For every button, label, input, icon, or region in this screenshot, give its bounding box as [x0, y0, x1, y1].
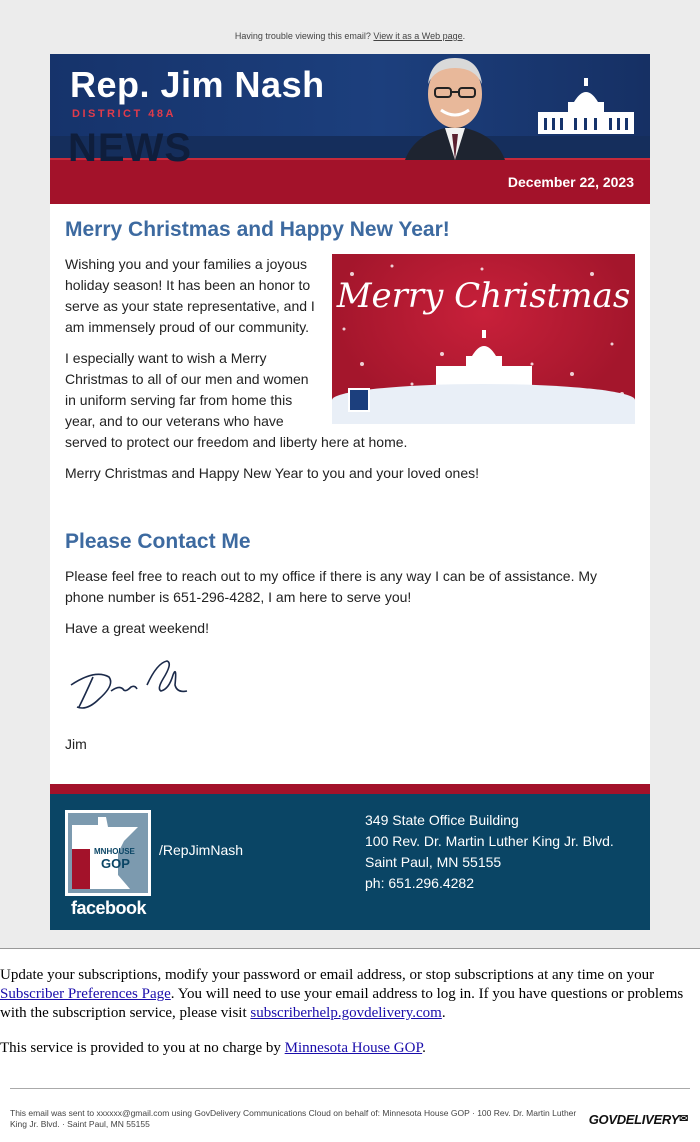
body-paragraph-1: Wishing you and your families a joyous holiday season! It has been an honor to serve as your state representative, and I am immensely proud of our community.	[65, 256, 315, 335]
subscription-text-1: Update your subscriptions, modify your password or email address, or stop subscriptions at any time on your	[0, 967, 655, 983]
envelope-icon: ✉	[679, 1113, 688, 1125]
section-divider	[0, 948, 700, 949]
govdelivery-logo[interactable]	[589, 1112, 688, 1127]
newsletter-date: December 22, 2023	[507, 174, 634, 190]
address-line: 100 Rev. Dr. Martin Luther King Jr. Blvd.	[365, 833, 614, 849]
phone-line: ph: 651.296.4282	[365, 875, 474, 891]
subscription-text-3: .	[441, 1005, 446, 1021]
newsletter-card	[50, 54, 650, 930]
trouble-text: Having trouble viewing this email?	[234, 31, 371, 41]
trouble-period: .	[462, 31, 466, 41]
representative-photo	[395, 54, 515, 160]
govdelivery-text: GOVDELIVERY	[588, 1112, 680, 1127]
newsletter-footer	[50, 784, 650, 930]
merry-christmas-image	[332, 254, 635, 424]
address-line: 349 State Office Building	[365, 812, 519, 828]
contact-paragraph: Please feel free to reach out to my office if there is any way I can be of assistance. My phone number is 651-296-4282, I am here to serve you!	[65, 568, 598, 605]
minnesota-map-icon	[68, 813, 148, 893]
mnhouse-text: MNHOUSE	[94, 847, 135, 856]
subscription-text-2: . You will need to use your email address to log in. If you have questions or problems with the subscription service, please visit	[0, 986, 684, 1021]
snow-floor	[332, 384, 635, 424]
newsletter-banner	[50, 54, 650, 204]
christmas-heading: Merry Christmas and Happy New Year!	[65, 218, 450, 241]
contact-heading: Please Contact Me	[65, 530, 251, 553]
office-address	[365, 810, 614, 894]
house-gop-mini-logo	[348, 388, 370, 412]
signature-image	[65, 655, 195, 719]
subscription-paragraph	[0, 966, 700, 1023]
district-label: DISTRICT 48A	[72, 108, 176, 120]
capitol-icon	[538, 78, 634, 134]
signoff-name: Jim	[65, 736, 87, 752]
merry-christmas-text: Merry Christmas	[336, 276, 631, 316]
minnesota-house-gop-link[interactable]: Minnesota House GOP	[284, 1040, 423, 1056]
service-paragraph	[0, 1039, 700, 1058]
service-end: .	[422, 1040, 426, 1056]
news-label: NEWS	[68, 126, 192, 170]
legal-notice: This email was sent to xxxxxx@gmail.com using GovDelivery Communications Cloud on behalf of: Minnesota House GOP · 100 Rev. Dr. Martin Luther King Jr. Blvd. · Saint Paul, MN 55155	[10, 1108, 577, 1129]
weekend-paragraph: Have a great weekend!	[65, 620, 209, 636]
view-web-page-link[interactable]: View it as a Web page	[373, 31, 463, 41]
subscriber-help-link[interactable]: subscriberhelp.govdelivery.com	[250, 1005, 442, 1021]
body-paragraph-2: I especially want to wish a Merry Christmas to all of our men and women in uniform serving far from home this year, and to our veterans who have served to protect our freedom and liberty here at home.	[65, 350, 408, 450]
subscription-notice	[0, 966, 700, 1074]
trouble-viewing-line	[0, 31, 700, 41]
gop-text: GOP	[101, 856, 130, 871]
representative-name: Rep. Jim Nash	[70, 64, 325, 105]
newsletter-body	[50, 204, 650, 784]
subscriber-preferences-link[interactable]: Subscriber Preferences Page	[0, 986, 171, 1002]
facebook-label[interactable]: facebook	[71, 898, 147, 918]
address-line: Saint Paul, MN 55155	[365, 854, 502, 870]
facebook-handle-link[interactable]: /RepJimNash	[159, 842, 244, 858]
facebook-logo-link[interactable]	[65, 810, 151, 896]
service-text: This service is provided to you at no charge by	[0, 1040, 285, 1056]
body-paragraph-3: Merry Christmas and Happy New Year to you and your loved ones!	[65, 465, 479, 481]
legal-divider	[10, 1088, 690, 1089]
